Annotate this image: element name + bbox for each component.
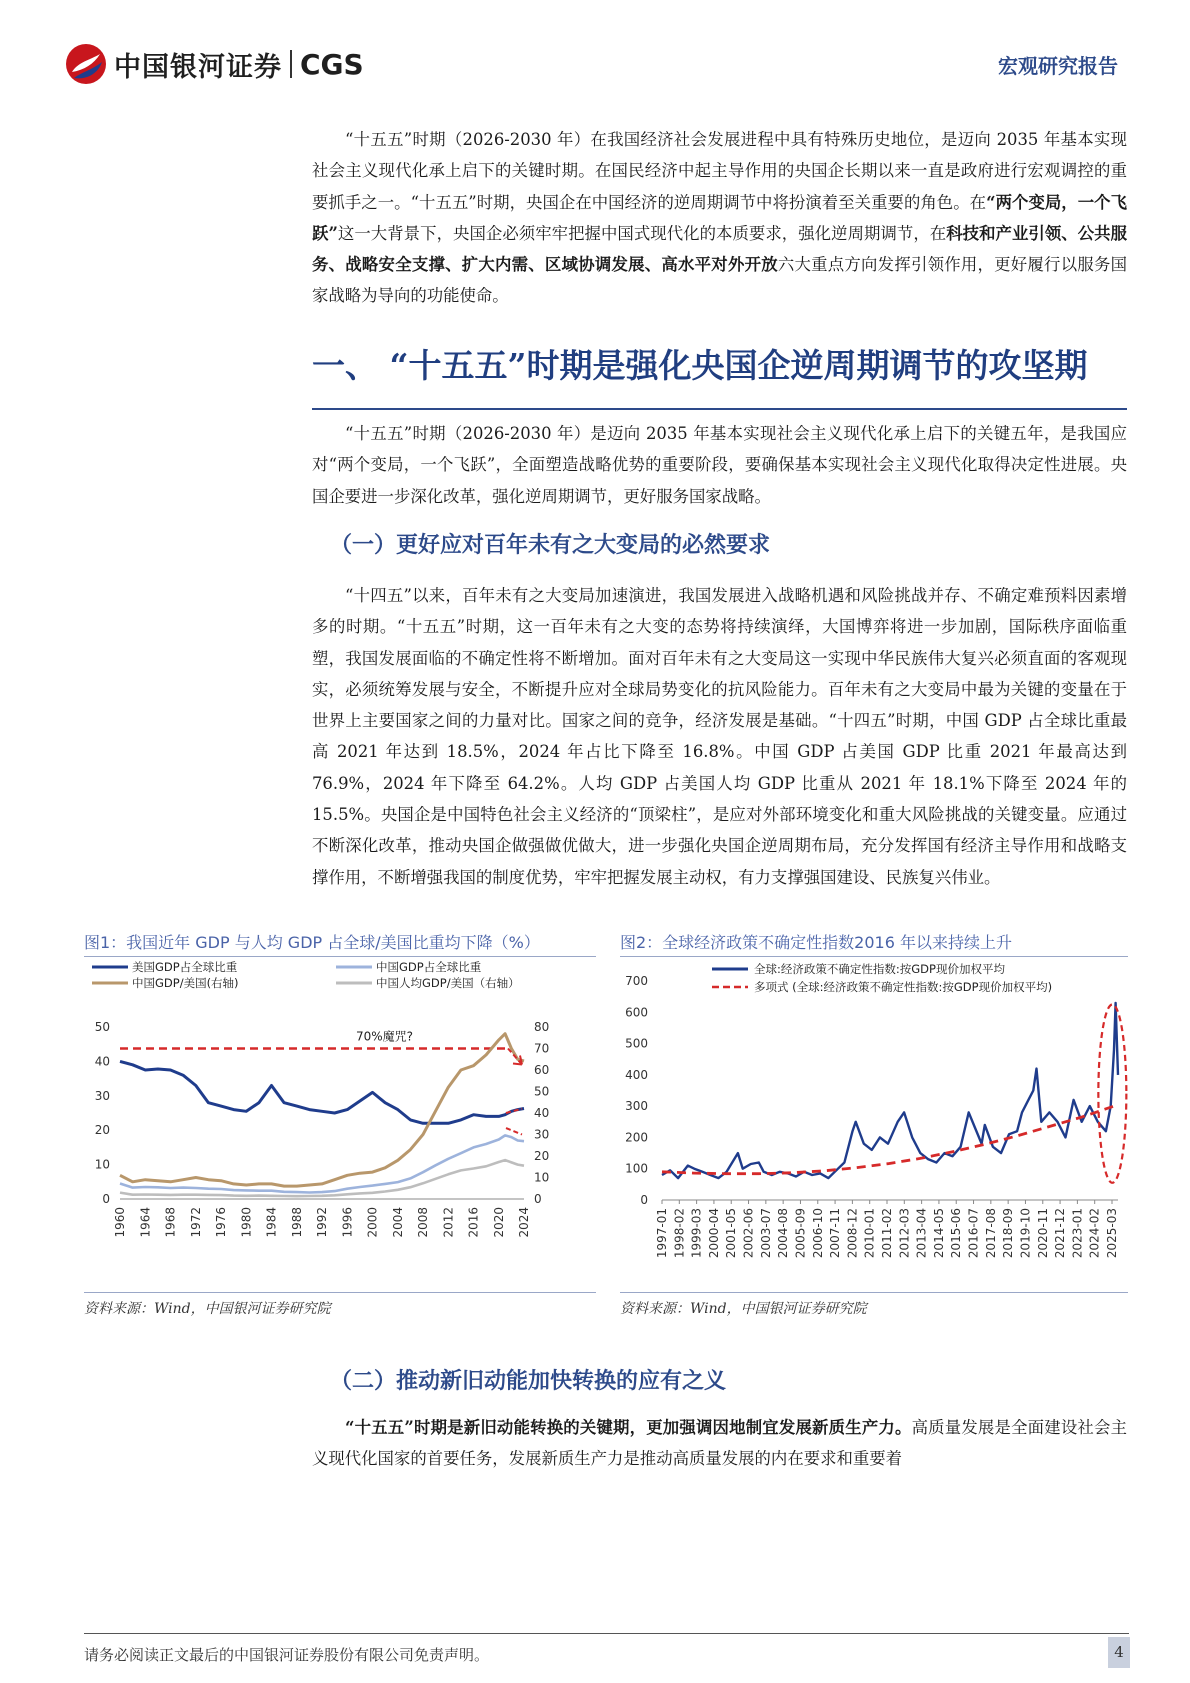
intro-bold-1: “两个变局，一个飞跃”: [312, 192, 1127, 243]
subsection-1-paragraph: “十四五”以来，百年未有之大变局加速演进，我国发展进入战略机遇和风险挑战并存、不确定难预料因素增多的时期。“十五五”时期，这一百年未有之大变的态势将持续演绎，大国博弈将进一步加剧，国际秩序面临重塑，我国发展面临的不确定性将不断增加。面对百年未有之大变局这一实现中华民族伟大复兴必须直面的客观现实，必须统筹发展与安全，不断提升应对全球局势变化的抗风险能力。百年未有之大变局中最为关键的变量在于世界上主要国家之间的力量对比。国家之间的竞争，经济发展是基础。“十四五”时期，中国 GDP 占全球比重最高 2021 年达到 18.5%，2024 年占比下降至 16.8%。中国 GDP 占美国 GDP 比重 2021 年最高达到 76.9%，2024 年下降至 64.2%。人均 GDP 占美国人均 GDP 比重从 2021 年 18.1%下降至 2024 年的 15.5%。央国企是中国特色社会主义经济的“顶梁柱”，是应对外部环境变化和重大风险挑战的关键变量。应通过不断深化改革，推动央国企做强做优做大，进一步强化央国企逆周期布局，充分发挥国有经济主导作用和战略支撑作用，不断增强我国的制度优势，牢牢把握发展主动权，有力支撑强国建设、民族复兴伟业。: [312, 586, 1127, 887]
x-tick-label: 2015-06: [949, 1208, 964, 1259]
x-tick-label: 2021-12: [1053, 1208, 1068, 1259]
section-1-rule: [312, 408, 1127, 410]
intro-text-3: 六大重点方向发挥引领作用，更好履行以服务国家战略为导向的功能使命。: [312, 255, 1128, 306]
legend-label-1: 中国GDP占全球比重: [376, 960, 482, 974]
y-right-tick: 30: [534, 1127, 550, 1142]
logo-separator: [290, 50, 292, 78]
y-right-tick: 40: [534, 1106, 550, 1120]
y-left-tick: 20: [94, 1123, 110, 1138]
y-tick: 200: [625, 1130, 648, 1145]
x-tick-label: 2018-09: [1001, 1208, 1016, 1259]
y-tick: 600: [625, 1005, 648, 1020]
subsection-2-heading: （二）推动新旧动能加快转换的应有之义: [330, 1368, 727, 1394]
x-tick-label: 2024: [517, 1207, 531, 1238]
y-right-tick: 60: [534, 1063, 550, 1077]
x-tick-label: 2011-02: [880, 1208, 894, 1259]
y-left-tick: 10: [94, 1157, 110, 1172]
y-right-tick: 80: [534, 1020, 550, 1034]
footer-disclaimer: 请务必阅读正文最后的中国银河证券股份有限公司免责声明。: [84, 1646, 490, 1664]
y-right-tick: 50: [534, 1084, 550, 1099]
figure-2-title: 图2：全球经济政策不确定性指数2016 年以来持续上升: [620, 933, 1012, 952]
x-tick-label: 1968: [163, 1207, 178, 1238]
intro-bold-2: 科技和产业引领、公共服务、战略安全支撑、扩大内需、区域协调发展、高水平对外开放: [312, 223, 1128, 275]
footer-rule: [84, 1633, 1129, 1634]
intro-text-2: 这一大背景下，央国企必须牢牢把握中国式现代化的本质要求，强化逆周期调节，在: [337, 223, 947, 243]
x-tick-label: 2025-03: [1105, 1208, 1119, 1259]
x-tick-label: 2001-05: [724, 1208, 739, 1259]
y-tick: 400: [625, 1067, 648, 1082]
x-tick-label: 2017-08: [983, 1208, 998, 1259]
x-tick-label: 2006-10: [810, 1208, 825, 1259]
y-left-tick: 40: [94, 1054, 110, 1069]
y-left-tick: 0: [102, 1192, 110, 1206]
x-tick-label: 1972: [188, 1207, 203, 1238]
x-tick-label: 1992: [315, 1207, 329, 1238]
subsection-2-bold: “十五五”时期是新旧动能转换的关键期，更加强调因地制宜发展新质生产力。: [345, 1418, 912, 1437]
company-logo: [64, 42, 364, 86]
x-tick-label: 1998-02: [672, 1208, 687, 1259]
y-right-tick: 20: [534, 1149, 550, 1163]
logo-cn-text: 中国银河证券: [114, 51, 282, 83]
x-tick-label: 2008-12: [845, 1208, 860, 1259]
x-tick-label: 2000-04: [706, 1208, 721, 1259]
subsection-2-paragraph: [312, 1412, 1127, 1475]
x-tick-label: 2020: [491, 1207, 506, 1238]
x-tick-label: 2012-03: [897, 1208, 912, 1259]
figure-1-chart: [84, 957, 596, 1292]
x-tick-label: 2014-05: [931, 1208, 946, 1259]
annotation-label: 70%魔咒?: [356, 1029, 414, 1044]
x-tick-label: 2013-04: [914, 1208, 929, 1259]
x-tick-label: 2007-11: [828, 1208, 843, 1259]
section-1-paragraph: “十五五”时期（2026-2030 年）是迈向 2035 年基本实现社会主义现代化承上启下的关键五年，是我国应对“两个变局，一个飞跃”，全面塑造战略优势的重要阶段，要确保基本实现社会主义现代化取得决定性进展。央国企要进一步深化改革，强化逆周期调节，更好服务国家战略。: [312, 424, 1127, 506]
y-left-tick: 30: [94, 1088, 110, 1103]
x-tick-label: 1964: [138, 1207, 153, 1238]
x-tick-label: 2010-01: [862, 1208, 877, 1259]
y-tick: 500: [625, 1036, 648, 1051]
series-line-0: [662, 1003, 1118, 1178]
x-tick-label: 2004-08: [776, 1208, 791, 1259]
subsection-1-heading: （一）更好应对百年未有之大变局的必然要求: [330, 532, 771, 558]
cgs-logo-icon: [64, 42, 108, 86]
logo-en-text: CGS: [300, 47, 364, 81]
legend-label-1: 多项式 (全球:经济政策不确定性指数:按GDP现价加权平均): [754, 980, 1053, 994]
page-number: 4: [1108, 1637, 1130, 1668]
legend-label-0: 美国GDP占全球比重: [132, 960, 238, 974]
x-tick-label: 2004: [390, 1207, 405, 1238]
intro-paragraph: [312, 124, 1127, 312]
x-tick-label: 2008: [416, 1207, 430, 1238]
y-left-tick: 50: [94, 1020, 110, 1034]
y-right-tick: 70: [534, 1041, 550, 1056]
legend-label-0: 全球:经济政策不确定性指数:按GDP现价加权平均: [754, 962, 1005, 976]
y-right-tick: 0: [534, 1192, 542, 1206]
y-tick: 700: [625, 974, 648, 988]
y-right-tick: 10: [534, 1170, 550, 1185]
figure-1-frame: [84, 956, 596, 1293]
figure-2-source: 资料来源：Wind，中国银河证券研究院: [620, 1301, 867, 1317]
figure-2-chart: [620, 957, 1128, 1292]
x-tick-label: 2012: [441, 1207, 456, 1238]
x-tick-label: 1984: [264, 1207, 279, 1238]
series-line-3: [120, 1160, 524, 1196]
x-tick-label: 2020-11: [1035, 1208, 1050, 1259]
figure-1-title: 图1：我国近年 GDP 与人均 GDP 占全球/美国比重均下降（%）: [84, 933, 540, 952]
x-tick-label: 2002-06: [741, 1208, 756, 1259]
x-tick-label: 1997-01: [655, 1208, 669, 1259]
x-tick-label: 1996: [340, 1207, 355, 1238]
y-tick: 100: [625, 1161, 648, 1176]
x-tick-label: 2016: [466, 1207, 481, 1238]
x-tick-label: 1988: [289, 1207, 304, 1238]
x-tick-label: 2019-10: [1018, 1208, 1033, 1259]
figure-2-frame: [620, 956, 1128, 1293]
x-tick-label: 2016-07: [966, 1208, 981, 1259]
x-tick-label: 1999-03: [689, 1208, 704, 1259]
x-tick-label: 1976: [214, 1207, 228, 1238]
intro-text-1: “十五五”时期（2026-2030 年）在我国经济社会发展进程中具有特殊历史地位，是迈向 2035 年基本实现社会主义现代化承上启下的关键时期。在国民经济中起主导作用的央国企长期以来一直是政府进行宏观调控的重要抓手之一。“十五五”时期，央国企在中国经济的逆周期调节中将扮演着至关重要的角色。在: [312, 130, 1127, 212]
x-tick-label: 2000: [365, 1207, 380, 1238]
arrow-low: [506, 1128, 522, 1134]
x-tick-label: 2005-09: [793, 1208, 808, 1259]
report-type-label: 宏观研究报告: [998, 54, 1118, 78]
x-tick-label: 2003-07: [758, 1208, 773, 1259]
x-tick-label: 1960: [113, 1207, 127, 1238]
legend-label-2: 中国GDP/美国(右轴): [132, 976, 239, 990]
x-tick-label: 2024-02: [1087, 1208, 1102, 1259]
y-tick: 0: [640, 1193, 648, 1207]
x-tick-label: 2023-01: [1070, 1208, 1085, 1259]
y-tick: 300: [625, 1099, 648, 1114]
legend-label-3: 中国人均GDP/美国（右轴）: [376, 976, 520, 990]
section-1-heading: 一、 “十五五”时期是强化央国企逆周期调节的攻坚期: [312, 346, 1088, 385]
figure-1-source: 资料来源：Wind，中国银河证券研究院: [84, 1301, 331, 1317]
subsection-2-text: 高质量发展是全面建设社会主义现代化国家的首要任务，发展新质生产力是推动高质量发展的内在要求和重要着: [312, 1418, 1127, 1469]
x-tick-label: 1980: [239, 1207, 254, 1238]
